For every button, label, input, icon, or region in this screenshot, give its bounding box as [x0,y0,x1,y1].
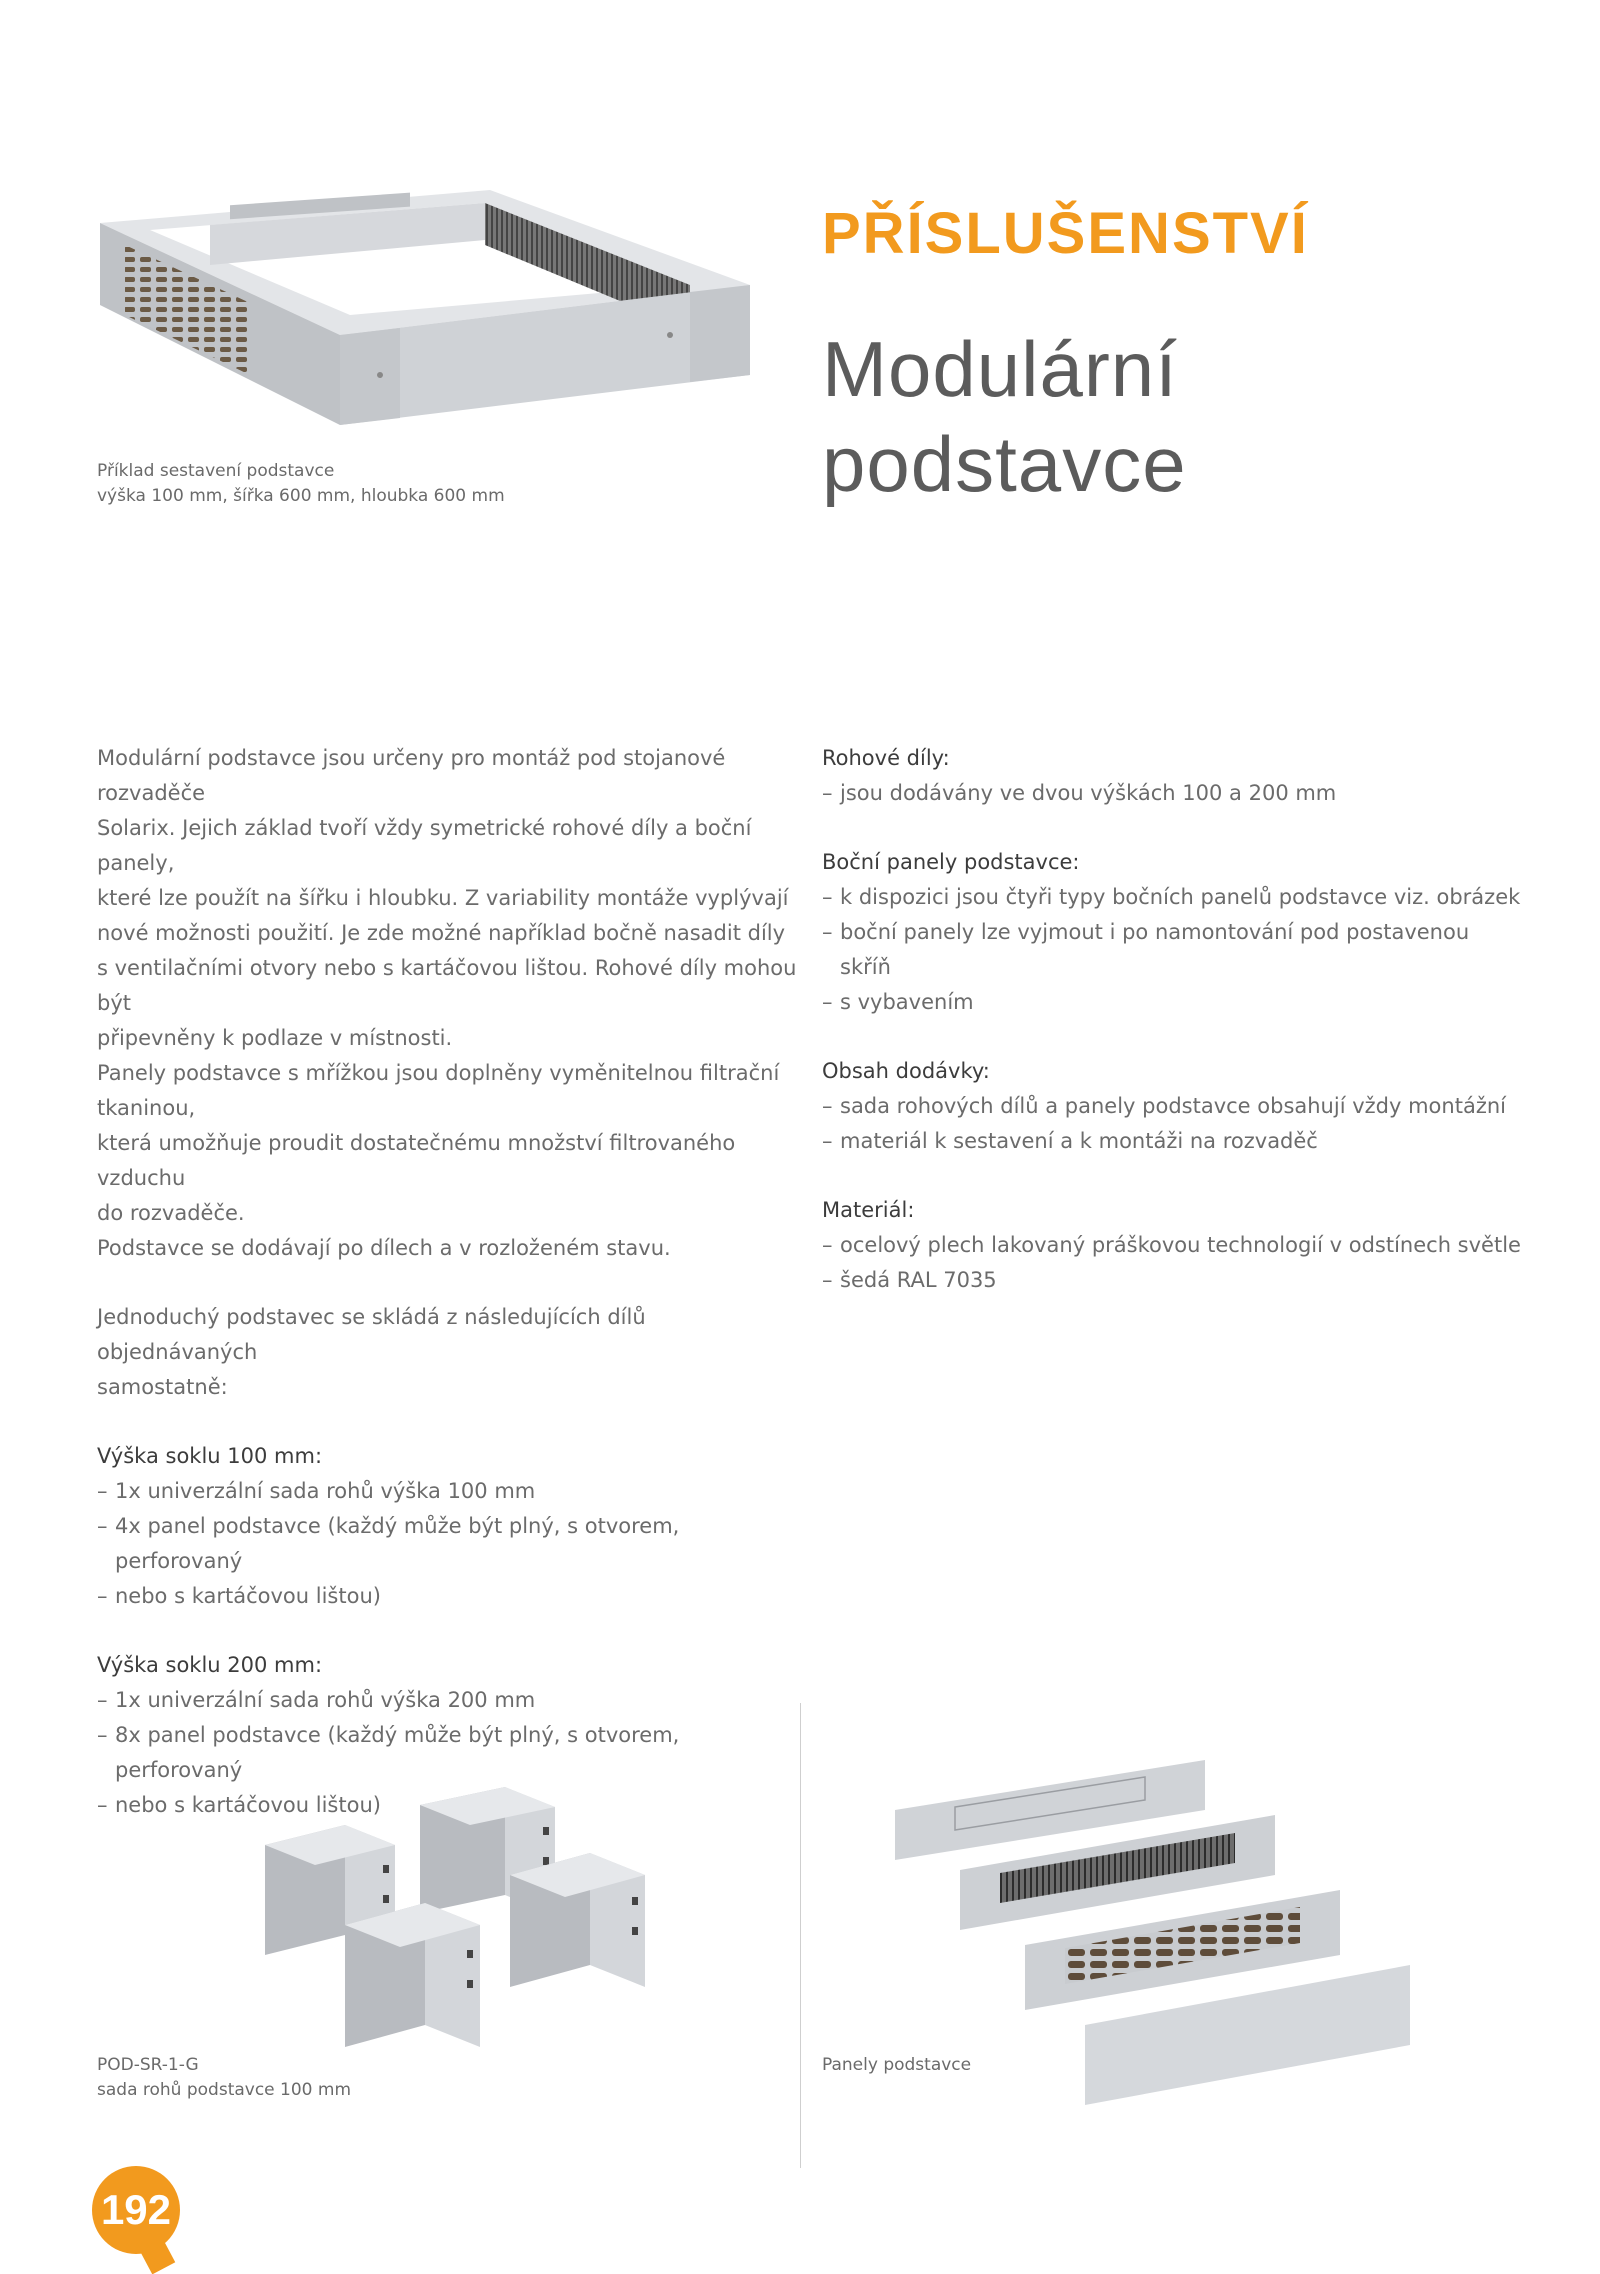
product-description: sada rohů podstavce 100 mm [97,2080,352,2100]
list-item: – ocelový plech lakovaný práškovou technologií v odstínech světle [822,1228,1522,1263]
corner-set-image [255,1785,675,2085]
corner-parts-heading: Rohové díly: [822,746,950,770]
text-line: Jednoduchý podstavec se skládá z následujících dílů objednávaných [97,1305,646,1364]
list-item-continuation [822,985,1522,1020]
text-line: připevněny k podlaze v místnosti. [97,1026,453,1050]
material-list [822,1228,1522,1298]
text-line: materiál k sestavení a k montáži na rozvaděč [840,1129,1318,1153]
material-heading: Materiál: [822,1198,915,1222]
text-line: Modulární podstavce jsou určeny pro montáž pod stojanové rozvaděče [97,746,726,805]
height-100-list [97,1474,797,1614]
parts-paragraph [97,1300,797,1405]
text-line: která umožňuje proudit dostatečnému množství filtrovaného vzduchu [97,1131,736,1190]
side-panels-caption: Panely podstavce [822,2055,972,2075]
list-item: – boční panely lze vyjmout i po namontování pod postavenou skříň [822,915,1522,985]
list-item: – 1x univerzální sada rohů výška 200 mm [97,1683,797,1718]
list-item-continuation [822,1124,1522,1159]
side-panels-heading: Boční panely podstavce: [822,850,1080,874]
text-line: nebo s kartáčovou lištou) [115,1793,381,1817]
text-line: které lze použít na šířku i hloubku. Z variability montáže vyplývají [97,886,789,910]
corner-parts-list [822,776,1522,811]
left-column [97,741,797,1823]
plinth-assembly-image [90,185,770,445]
side-panels-list [822,880,1522,1020]
page-title [822,322,1187,512]
list-item: – k dispozici jsou čtyři typy bočních panelů podstavce viz. obrázek [822,880,1522,915]
text-line: samostatně: [97,1375,228,1399]
section-title: PŘÍSLUŠENSTVÍ [822,201,1309,266]
text-line: Podstavce se dodávají po dílech a v rozloženém stavu. [97,1236,671,1260]
title-line-2: podstavce [822,420,1187,509]
text-line: s vybavením [840,990,974,1014]
text-line: šedá RAL 7035 [840,1268,997,1292]
list-item: – 1x univerzální sada rohů výška 100 mm [97,1474,797,1509]
text-line: Panely podstavce s mřížkou jsou doplněny vyměnitelnou filtrační tkaninou, [97,1061,780,1120]
text-line: do rozvaděče. [97,1201,245,1225]
list-item: – sada rohových dílů a panely podstavce obsahují vždy montážní [822,1089,1522,1124]
caption-line: výška 100 mm, šířka 600 mm, hloubka 600 mm [97,486,505,506]
list-item: – 8x panel podstavce (každý může být plný, s otvorem, perforovaný [97,1718,797,1788]
title-line-1: Modulární [822,325,1178,413]
text-line: s ventilačními otvory nebo s kartáčovou lištou. Rohové díly mohou být [97,956,797,1015]
top-image-caption [97,459,505,509]
product-code: POD-SR-1-G [97,2055,199,2075]
list-item-continuation [822,1263,1522,1298]
height-100-heading: Výška soklu 100 mm: [97,1444,323,1468]
caption-line: Příklad sestavení podstavce [97,461,335,481]
text-line: Solarix. Jejich základ tvoří vždy symetrické rohové díly a boční panely, [97,816,752,875]
list-item-continuation [97,1579,797,1614]
right-column [822,741,1522,1298]
corner-set-caption [97,2053,351,2103]
text-line: nové možnosti použití. Je zde možné například bočně nasadit díly [97,921,786,945]
delivery-list [822,1089,1522,1159]
list-item: – 4x panel podstavce (každý může být plný, s otvorem, perforovaný [97,1509,797,1579]
list-item: – jsou dodávány ve dvou výškách 100 a 200 mm [822,776,1522,811]
page-number: 192 [92,2166,180,2254]
column-divider [800,1703,801,2168]
intro-paragraph [97,741,797,1266]
text-line: nebo s kartáčovou lištou) [115,1584,381,1608]
height-200-heading: Výška soklu 200 mm: [97,1653,323,1677]
delivery-heading: Obsah dodávky: [822,1059,990,1083]
